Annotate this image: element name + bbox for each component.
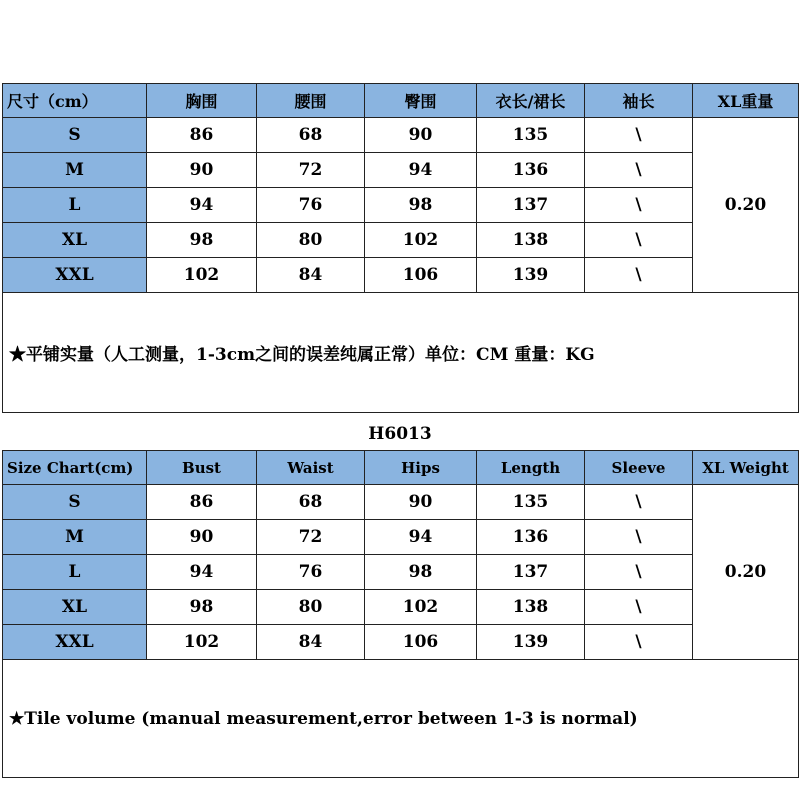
size-label: XXL	[3, 258, 147, 293]
measurement-note: ★Tile volume (manual measurement,error between 1-3 is normal)	[3, 660, 799, 778]
weight-cell: 0.20	[693, 118, 799, 293]
size-label: L	[3, 555, 147, 590]
waist-cell: 76	[257, 555, 365, 590]
bust-cell: 94	[147, 555, 257, 590]
length-cell: 136	[477, 520, 585, 555]
header-weight: XL Weight	[693, 451, 799, 485]
length-cell: 138	[477, 590, 585, 625]
header-bust: Bust	[147, 451, 257, 485]
waist-cell: 80	[257, 590, 365, 625]
sleeve-cell: \	[585, 520, 693, 555]
table-row	[3, 258, 799, 293]
bust-cell: 98	[147, 590, 257, 625]
bust-cell: 98	[147, 223, 257, 258]
bust-cell: 102	[147, 625, 257, 660]
sleeve-cell: \	[585, 223, 693, 258]
header-length: 衣长/裙长	[477, 84, 585, 118]
hips-cell: 98	[365, 555, 477, 590]
sleeve-cell: \	[585, 188, 693, 223]
size-table-english	[2, 450, 799, 778]
waist-cell: 84	[257, 625, 365, 660]
table-row	[3, 590, 799, 625]
hips-cell: 102	[365, 590, 477, 625]
note-row	[3, 660, 799, 778]
table-row	[3, 223, 799, 258]
waist-cell: 84	[257, 258, 365, 293]
note-row	[3, 293, 799, 413]
table-row	[3, 188, 799, 223]
waist-cell: 72	[257, 153, 365, 188]
length-cell: 139	[477, 625, 585, 660]
hips-cell: 90	[365, 118, 477, 153]
bust-cell: 90	[147, 153, 257, 188]
bust-cell: 86	[147, 118, 257, 153]
size-label: S	[3, 118, 147, 153]
table-row	[3, 485, 799, 520]
bust-cell: 86	[147, 485, 257, 520]
table-row	[3, 520, 799, 555]
waist-cell: 68	[257, 118, 365, 153]
length-cell: 138	[477, 223, 585, 258]
header-size: Size Chart(cm)	[3, 451, 147, 485]
header-waist: 腰围	[257, 84, 365, 118]
length-cell: 135	[477, 118, 585, 153]
hips-cell: 106	[365, 258, 477, 293]
hips-cell: 102	[365, 223, 477, 258]
header-length: Length	[477, 451, 585, 485]
hips-cell: 98	[365, 188, 477, 223]
bust-cell: 94	[147, 188, 257, 223]
sleeve-cell: \	[585, 153, 693, 188]
waist-cell: 80	[257, 223, 365, 258]
size-label: XXL	[3, 625, 147, 660]
header-weight: XL重量	[693, 84, 799, 118]
header-size: 尺寸（cm）	[3, 84, 147, 118]
length-cell: 137	[477, 555, 585, 590]
header-waist: Waist	[257, 451, 365, 485]
length-cell: 139	[477, 258, 585, 293]
header-row	[3, 451, 799, 485]
waist-cell: 68	[257, 485, 365, 520]
table-row	[3, 625, 799, 660]
hips-cell: 94	[365, 520, 477, 555]
waist-cell: 76	[257, 188, 365, 223]
size-label: M	[3, 153, 147, 188]
hips-cell: 94	[365, 153, 477, 188]
weight-cell: 0.20	[693, 485, 799, 660]
sleeve-cell: \	[585, 485, 693, 520]
measurement-note: ★平铺实量（人工测量，1-3cm之间的误差纯属正常）单位：CM 重量：KG	[3, 293, 799, 413]
hips-cell: 106	[365, 625, 477, 660]
sleeve-cell: \	[585, 625, 693, 660]
table-row	[3, 118, 799, 153]
size-label: XL	[3, 590, 147, 625]
sleeve-cell: \	[585, 555, 693, 590]
length-cell: 137	[477, 188, 585, 223]
model-code: H6013	[368, 424, 432, 444]
header-sleeve: 袖长	[585, 84, 693, 118]
size-label: M	[3, 520, 147, 555]
hips-cell: 90	[365, 485, 477, 520]
size-label: XL	[3, 223, 147, 258]
header-row	[3, 84, 799, 118]
sleeve-cell: \	[585, 590, 693, 625]
bust-cell: 90	[147, 520, 257, 555]
length-cell: 135	[477, 485, 585, 520]
sleeve-cell: \	[585, 118, 693, 153]
header-hips: Hips	[365, 451, 477, 485]
bust-cell: 102	[147, 258, 257, 293]
header-sleeve: Sleeve	[585, 451, 693, 485]
table-row	[3, 555, 799, 590]
table-row	[3, 153, 799, 188]
size-table-chinese	[2, 83, 799, 413]
size-label: L	[3, 188, 147, 223]
length-cell: 136	[477, 153, 585, 188]
sleeve-cell: \	[585, 258, 693, 293]
header-hips: 臀围	[365, 84, 477, 118]
waist-cell: 72	[257, 520, 365, 555]
header-bust: 胸围	[147, 84, 257, 118]
size-label: S	[3, 485, 147, 520]
